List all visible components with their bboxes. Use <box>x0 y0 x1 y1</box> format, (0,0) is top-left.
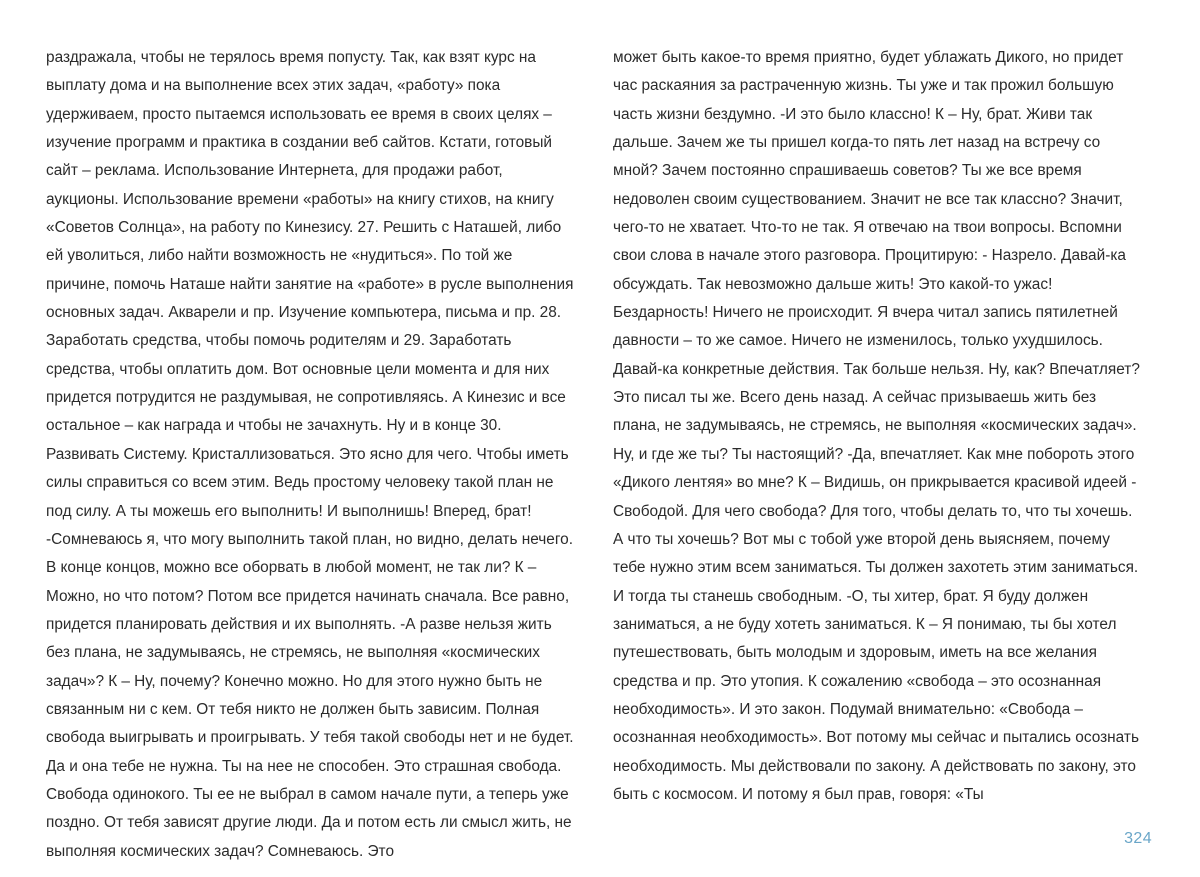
left-column-text: раздражала, чтобы не терялось время попусту. Так, как взят курс на выплату дома и на выполнение всех этих задач, «работу» пока удерживаем, просто пытаемся использовать ее время в своих целях – изучение программ и практика в создании веб сайтов. Кстати, готовый сайт – реклама. Использование Интернета, для продажи работ, аукционы. Использование времени «работы» на книгу стихов, на книгу «Советов Солнца», на работу по Кинезису. 27. Решить с Наташей, либо ей уволиться, либо найти возможность не «нудиться». По той же причине, помочь Наташе найти занятие на «работе» в русле выполнения основных задач. Акварели и пр. Изучение компьютера, письма и пр. 28. Заработать средства, чтобы помочь родителям и 29. Заработать средства, чтобы оплатить дом. Вот основные цели момента и для них придется потрудится не раздумывая, не сопротивляясь. А Кинезис и все остальное – как награда и чтобы не зачахнуть. Ну и в конце 30. Развивать Систему. Кристаллизоваться. Это ясно для чего. Чтобы иметь силы справиться со всем этим. Ведь простому человеку такой план не под силу. А ты можешь его выполнить! И выполнишь! Вперед, брат! -Сомневаюсь я, что могу выполнить такой план, но видно, делать нечего. В конце концов, можно все оборвать в любой момент, не так ли? К – Можно, но что потом? Потом все придется начинать сначала. Все равно, придется планировать действия и их выполнять. -А разве нельзя жить без плана, не задумываясь, не стремясь, не выполняя «космических задач»? К – Ну, почему? Конечно можно. Но для этого нужно быть не связанным ни с кем. От тебя никто не должен быть зависим. Полная свобода выигрывать и проигрывать. У тебя такой свободы нет и не будет. Да и она тебе не нужна. Ты на нее не способен. Это страшная свобода. Свобода одинокого. Ты ее не выбрал в самом начале пути, а теперь уже поздно. От тебя зависят другие люди. Да и потом есть ли смысл жить, не выполняя космических задач? Сомневаюсь. Это <box>46 49 574 860</box>
left-column <box>46 44 579 866</box>
page-number: 324 <box>1124 830 1152 847</box>
two-column-text-body <box>46 44 1146 866</box>
right-column-text: может быть какое-то время приятно, будет ублажать Дикого, но придет час раскаяния за растраченную жизнь. Ты уже и так прожил большую часть жизни бездумно. -И это было классно! К – Ну, брат. Живи так дальше. Зачем же ты пришел когда-то пять лет назад на встречу со мной? Зачем постоянно спрашиваешь советов? Ты же все время недоволен своим существованием. Значит не все так классно? Значит, чего-то не хватает. Что-то не так. Я отвечаю на твои вопросы. Вспомни свои слова в начале этого разговора. Процитирую: - Назрело. Давай-ка обсуждать. Так невозможно дальше жить! Это какой-то ужас! Бездарность! Ничего не происходит. Я вчера читал запись пятилетней давности – то же самое. Ничего не изменилось, только ухудшилось. Давай-ка конкретные действия. Так больше нельзя. Ну, как? Впечатляет? Это писал ты же. Всего день назад. А сейчас призываешь жить без плана, не задумываясь, не стремясь, не выполняя «космических задач». Ну, и где же ты? Ты настоящий? -Да, впечатляет. Как мне побороть этого «Дикого лентяя» во мне? К – Видишь, он прикрывается красивой идеей - Свободой. Для чего свобода? Для того, чтобы делать то, что ты хочешь. А что ты хочешь? Вот мы с тобой уже второй день выясняем, почему тебе нужно этим всем заниматься. Ты должен захотеть этим заниматься. И тогда ты станешь свободным. -О, ты хитер, брат. Я буду должен заниматься, а не буду хотеть заниматься. К – Я понимаю, ты бы хотел путешествовать, быть молодым и здоровым, иметь на все желания средства и пр. Это утопия. К сожалению «свобода – это осознанная необходимость». И это закон. Подумай внимательно: «Свобода – осознанная необходимость». Вот потому мы сейчас и пытались осознать необходимость. Мы действовали по закону. А действовать по закону, это быть с космосом. И потому я был прав, говоря: «Ты <box>613 49 1140 803</box>
right-column <box>613 44 1146 809</box>
